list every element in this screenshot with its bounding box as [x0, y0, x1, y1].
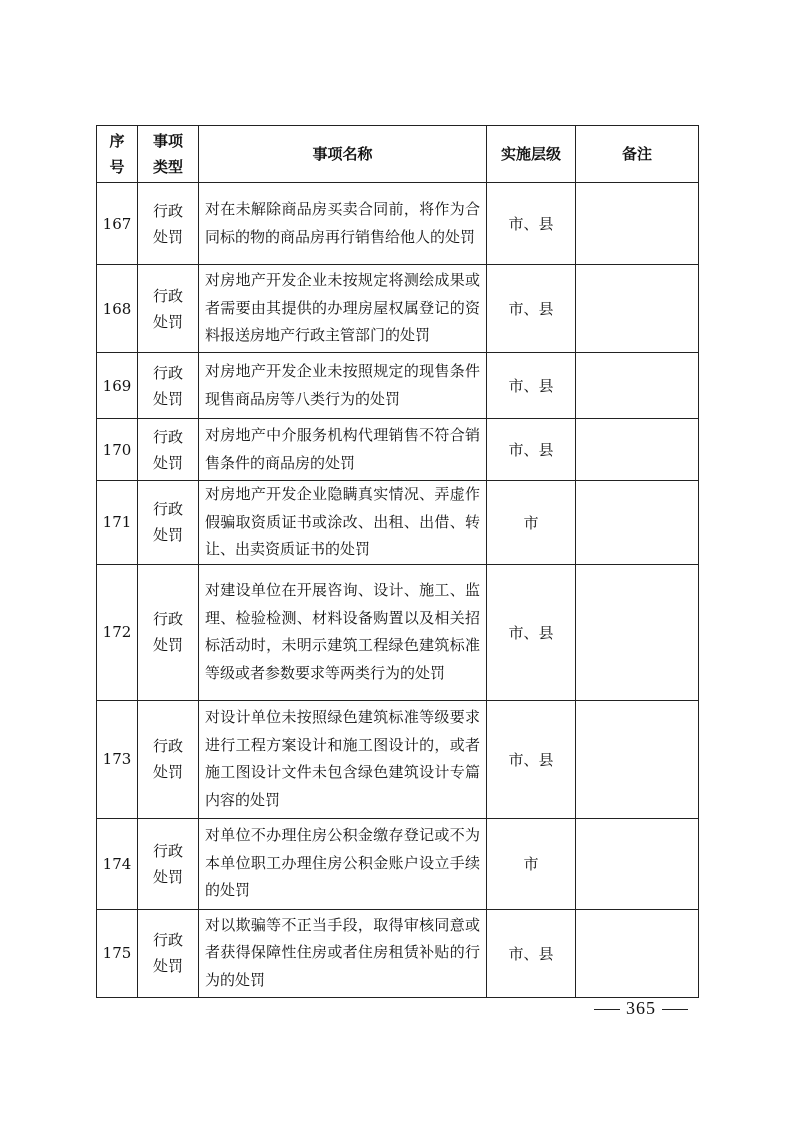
row-type: 行政 处罚 [138, 183, 199, 265]
row-type: 行政 处罚 [138, 564, 199, 700]
row-seq: 168 [97, 265, 138, 353]
row-note [576, 909, 699, 997]
row-note [576, 481, 699, 565]
row-name: 对以欺骗等不正当手段，取得审核同意或者获得保障性住房或者住房租赁补贴的行为的处罚 [199, 909, 487, 997]
row-note [576, 183, 699, 265]
header-type: 事项 类型 [138, 126, 199, 183]
row-note [576, 700, 699, 818]
row-note [576, 818, 699, 909]
row-level: 市、县 [487, 419, 576, 481]
row-type: 行政 处罚 [138, 481, 199, 565]
row-level: 市、县 [487, 700, 576, 818]
row-note [576, 419, 699, 481]
items-table [96, 125, 699, 998]
dash-right [662, 1009, 688, 1010]
row-name: 对房地产中介服务机构代理销售不符合销售条件的商品房的处罚 [199, 419, 487, 481]
row-note [576, 353, 699, 419]
row-type: 行政 处罚 [138, 265, 199, 353]
header-level: 实施层级 [487, 126, 576, 183]
row-type: 行政 处罚 [138, 909, 199, 997]
row-level: 市、县 [487, 183, 576, 265]
table-row [97, 353, 699, 419]
header-note: 备注 [576, 126, 699, 183]
row-level: 市、县 [487, 564, 576, 700]
row-seq: 173 [97, 700, 138, 818]
page-number [588, 998, 694, 1019]
page-number-text: 365 [626, 998, 656, 1018]
table-row [97, 564, 699, 700]
row-type: 行政 处罚 [138, 353, 199, 419]
row-level: 市、县 [487, 265, 576, 353]
row-name: 对房地产开发企业未按照规定的现售条件现售商品房等八类行为的处罚 [199, 353, 487, 419]
table-row [97, 481, 699, 565]
table-row [97, 818, 699, 909]
row-type: 行政 处罚 [138, 818, 199, 909]
row-name: 对设计单位未按照绿色建筑标准等级要求进行工程方案设计和施工图设计的，或者施工图设计文件未包含绿色建筑设计专篇内容的处罚 [199, 700, 487, 818]
table-row [97, 265, 699, 353]
row-name: 对房地产开发企业隐瞒真实情况、弄虚作假骗取资质证书或涂改、出租、出借、转让、出卖资质证书的处罚 [199, 481, 487, 565]
row-level: 市、县 [487, 909, 576, 997]
table-row [97, 909, 699, 997]
row-seq: 169 [97, 353, 138, 419]
row-level: 市、县 [487, 353, 576, 419]
row-seq: 174 [97, 818, 138, 909]
row-level: 市 [487, 818, 576, 909]
table-row [97, 419, 699, 481]
table-header-row [97, 126, 699, 183]
row-name: 对房地产开发企业未按规定将测绘成果或者需要由其提供的办理房屋权属登记的资料报送房地产行政主管部门的处罚 [199, 265, 487, 353]
row-level: 市 [487, 481, 576, 565]
header-name: 事项名称 [199, 126, 487, 183]
row-note [576, 564, 699, 700]
table-row [97, 183, 699, 265]
table-row [97, 700, 699, 818]
row-type: 行政 处罚 [138, 419, 199, 481]
row-seq: 175 [97, 909, 138, 997]
row-seq: 170 [97, 419, 138, 481]
row-type: 行政 处罚 [138, 700, 199, 818]
row-name: 对在未解除商品房买卖合同前，将作为合同标的物的商品房再行销售给他人的处罚 [199, 183, 487, 265]
dash-left [594, 1009, 620, 1010]
row-name: 对建设单位在开展咨询、设计、施工、监理、检验检测、材料设备购置以及相关招标活动时，未明示建筑工程绿色建筑标准等级或者参数要求等两类行为的处罚 [199, 564, 487, 700]
row-seq: 171 [97, 481, 138, 565]
header-seq: 序 号 [97, 126, 138, 183]
row-seq: 167 [97, 183, 138, 265]
row-note [576, 265, 699, 353]
row-name: 对单位不办理住房公积金缴存登记或不为本单位职工办理住房公积金账户设立手续的处罚 [199, 818, 487, 909]
row-seq: 172 [97, 564, 138, 700]
